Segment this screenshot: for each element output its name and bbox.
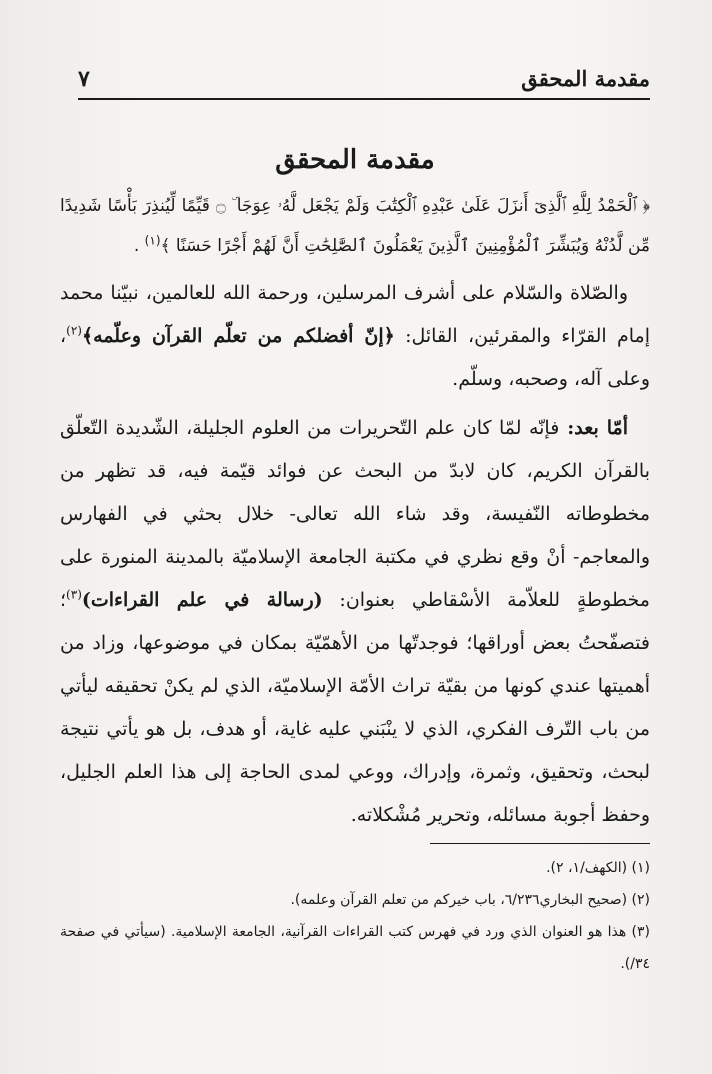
running-title: مقدمة المحقق	[521, 66, 650, 91]
quran-verse-line-2	[60, 226, 650, 266]
paragraph-main-end: ؛ فتصفّحتُ بعض أوراقها؛ فوجدتّها من الأهمّيّة بمكان في موضوعها، وزاد من أهميتها عندي كونها من بقيّة تراث الأمّة الإسلاميّة، الذي لم يكنْ تحقيقه ليأتي من باب التّرف الفكري، الذي لا ينْبَني عليه غاية، أو هدف، بل هو يأتي نتيجة لبحث، وتحقيق، وثمرة، وإدراك، ووعي لمدى الحاجة إلى هذا العلم الجليل، وحفظ أجوبة مسائله، وتحرير مُشْكلاته.	[60, 589, 650, 826]
footnote-ref-1: (١)	[144, 233, 161, 248]
page-content	[60, 100, 650, 837]
page-number: ٧	[78, 66, 90, 92]
footnote-separator	[430, 843, 650, 844]
quran-verse-line-1	[60, 186, 650, 226]
section-title: مقدمة المحقق	[275, 145, 435, 175]
footnote-2: (٢) (صحيح البخاري٦/٢٣٦، باب خيركم من تعلم القرآن وعلمه).	[290, 892, 650, 908]
paragraph-intro	[60, 272, 650, 401]
quran-verse-end: .	[133, 236, 145, 256]
paragraph-main	[60, 407, 650, 837]
footnote-1: (١) (الكهف/١، ٢).	[546, 860, 650, 876]
footnote-ref-2: (٢)	[66, 323, 82, 338]
paragraph-lead: أمّا بعد:	[559, 417, 628, 439]
footnote-ref-3: (٣)	[66, 587, 82, 602]
manuscript-title: (رسالة في علم القراءات)	[81, 589, 323, 611]
running-header	[78, 64, 650, 100]
hadith-quote: ﴿إنّ أفضلكم من تعلّم القرآن وعلّمه﴾	[81, 325, 395, 347]
footnote-3: (٣) هذا هو العنوان الذي ورد في فهرس كتب القراءات القرآنية، الجامعة الإسلامية. (سيأتي في صفحة ٣٤/).	[60, 924, 650, 972]
paragraph-intro-end: ، وعلى آله، وصحبه، وسلّم.	[60, 325, 650, 390]
paragraph-main-text: فإنّه لمّا كان علم التّحريرات من العلوم الجليلة، الشّديدة التّعلّق بالقرآن الكريم، كان لابدّ من البحث عن فوائد قيّمة فيه، قد تظهر من مخطوطاته النّفيسة، وقد شاء الله تعالى- خلال بحثي في الفهارس والمعاجم- أنْ وقع نظري في مكتبة الجامعة الإسلاميّة بالمدينة المنورة على مخطوطةٍ للعلاّمة الأسْقاطي بعنوان:	[60, 417, 650, 611]
footnotes	[60, 852, 650, 980]
paragraph-intro-text: والصّلاة والسّلام على أشرف المرسلين، ورحمة الله للعالمين، نبيّنا محمد إمام القرّاء والمقرئين، القائل:	[60, 282, 651, 347]
quran-verse-text-1: ﴿ ٱلْحَمْدُ لِلَّهِ ٱلَّذِىٓ أَنزَلَ عَلَىٰ عَبْدِهِ ٱلْكِتَٰبَ وَلَمْ يَجْعَل لَّهُۥ عِوَجَا ۜ ۝ قَيِّمًا لِّيُنذِرَ بَأْسًا شَدِيدًا	[60, 196, 650, 216]
quran-verse-text-2: مِّن لَّدُنْهُ وَيُبَشِّرَ ٱلْمُؤْمِنِينَ ٱلَّذِينَ يَعْمَلُونَ ٱلصَّٰلِحَٰتِ أَنَّ لَهُمْ أَجْرًا حَسَنًا ﴾	[160, 236, 650, 256]
